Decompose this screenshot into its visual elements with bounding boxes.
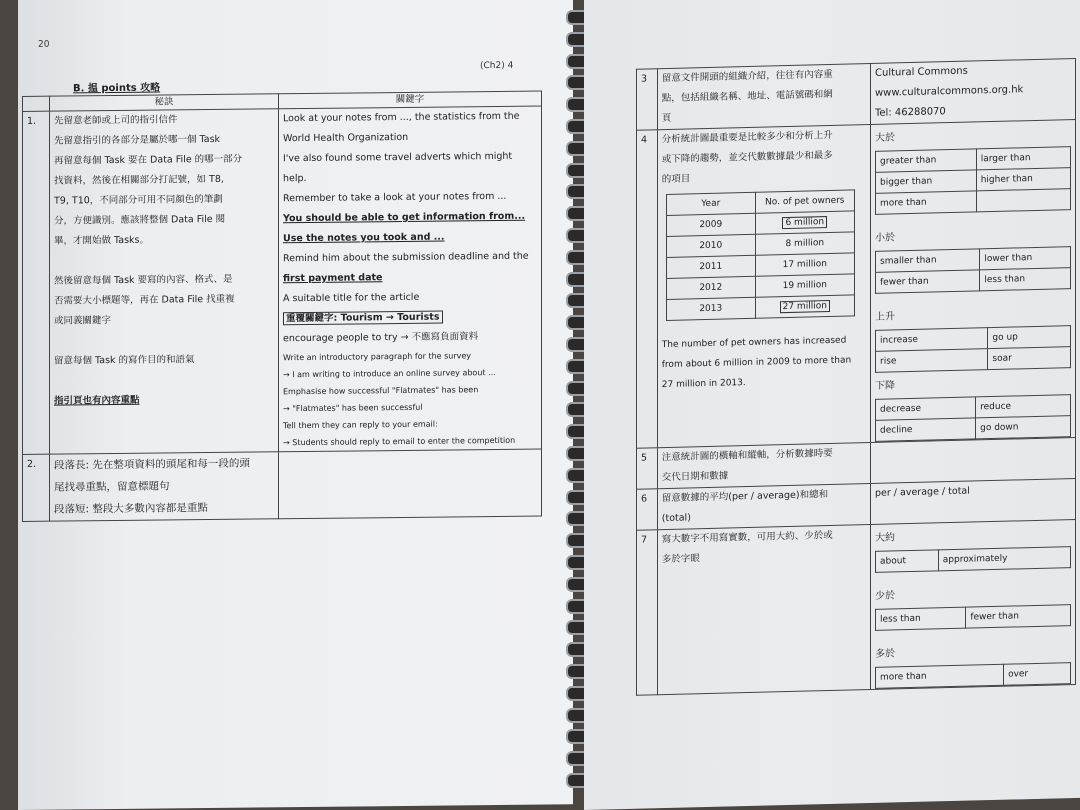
value-cell: 8 million xyxy=(755,232,854,255)
vocab-word: lower than xyxy=(980,247,1071,270)
tip-spacer xyxy=(54,409,274,431)
vocab-word: over xyxy=(1004,663,1071,686)
tips-table xyxy=(22,91,542,522)
table-row xyxy=(666,295,854,321)
vocab-label: 小於 xyxy=(875,232,895,244)
tip-line: 的項目 xyxy=(661,173,691,186)
vocab-word: go up xyxy=(988,326,1071,349)
keyword-small: Write an introductory paragraph for the survey xyxy=(283,351,472,363)
vocab-label: 大於 xyxy=(875,132,895,144)
year-cell: 2012 xyxy=(666,276,755,299)
keyword-line: You should be able to get information from... xyxy=(283,210,526,225)
keyword-small: Emphasise how successful "Flatmates" has been xyxy=(283,385,479,397)
tip-line: 留意數據的平均(per / average)和總和 xyxy=(661,489,829,505)
tip-line: 頁 xyxy=(661,112,672,125)
vocab-word xyxy=(976,189,1070,212)
analysis-table xyxy=(636,58,1076,696)
vocab-word: bigger than xyxy=(876,170,977,193)
vocab-word: rise xyxy=(876,349,988,373)
tip-line: 點，包括組織名稱、地址、電話號碼和網 xyxy=(661,88,833,105)
vocab-word: more than xyxy=(876,191,977,214)
keyword-line: A suitable title for the article xyxy=(283,291,420,305)
vocab-word: higher than xyxy=(976,168,1070,191)
vocab-table xyxy=(875,146,1071,215)
example-sentence: 27 million in 2013. xyxy=(661,378,746,391)
left-page xyxy=(18,0,573,810)
row-number: 1. xyxy=(23,111,50,454)
tip-spacer xyxy=(54,369,274,391)
tip-line: 畢，才開始做 Tasks。 xyxy=(54,234,149,247)
tip-line: 留意文件開頭的組織介紹，往往有內容重 xyxy=(661,68,833,85)
year-cell: 2010 xyxy=(666,234,755,257)
tip-line: 留意每個 Task 的寫作目的和語氣 xyxy=(54,354,195,367)
tip-cell xyxy=(657,442,870,488)
example-sentence: from about 6 million in 2009 to more than xyxy=(661,355,852,371)
tip-line: 然後留意每個 Task 要寫的內容、格式、是 xyxy=(54,273,233,287)
vocab-word: less than xyxy=(980,268,1071,291)
tip-spacer xyxy=(54,429,274,451)
keyword-line: Remind him about the submission deadline and the xyxy=(283,250,529,265)
col-header-tips: 秘訣 xyxy=(50,94,279,111)
tip-cell xyxy=(657,524,870,694)
tip-spacer xyxy=(54,249,274,271)
tip-line: T9, T10，不同部分可用不同顏色的筆劃 xyxy=(54,193,223,207)
vocab-word: decrease xyxy=(876,397,976,420)
vocab-cell: per / average / total xyxy=(871,478,1076,524)
tip-line: 先留意老師或上司的指引信件 xyxy=(54,114,178,127)
tip-line: 尾找尋重點，留意標題句 xyxy=(54,480,170,494)
col-header-keywords: 關鍵字 xyxy=(279,91,542,109)
tip-line: 指引頁也有內容重點 xyxy=(54,394,140,407)
vocab-word: go down xyxy=(976,416,1071,439)
vocab-word: smaller than xyxy=(876,249,980,273)
tip-cell xyxy=(657,483,870,529)
vocab-label: 大約 xyxy=(875,532,895,544)
vocab-label: 少於 xyxy=(875,590,895,602)
tip-line: 再留意每個 Task 要在 Data File 的哪一部分 xyxy=(54,153,243,167)
vocab-label: 上升 xyxy=(875,311,895,323)
row-number: 6 xyxy=(637,489,658,531)
tip-line: 分，方便識別。應該將整個 Data File 閱 xyxy=(54,213,226,227)
vocab-cell xyxy=(871,519,1076,689)
year-cell: 2009 xyxy=(666,213,755,236)
tip-line: 否需要大小標題等，再在 Data File 找重複 xyxy=(54,293,235,307)
value-cell: 6 million xyxy=(782,216,827,229)
tip-line: 找資料，然後在相關部分打記號，如 T8, xyxy=(54,173,224,187)
vocab-label: 多於 xyxy=(875,648,895,660)
tip-cell xyxy=(657,63,870,129)
pet-owners-table xyxy=(666,189,855,321)
tip-line: 注意統計圖的橫軸和縱軸，分析數據時要 xyxy=(661,447,833,464)
vocab-word: soar xyxy=(988,347,1071,370)
empty-cell xyxy=(871,437,1076,483)
vocab-cell xyxy=(871,119,1076,442)
right-page xyxy=(584,0,1080,810)
value-cell: 19 million xyxy=(755,274,854,297)
vocab-word: more than xyxy=(876,664,1004,688)
keyword-line: World Health Organization xyxy=(283,131,409,145)
row-number: 5 xyxy=(637,448,658,490)
keyword-line: Remember to take a look at your notes from ... xyxy=(283,190,507,205)
vocab-table xyxy=(875,604,1071,631)
org-info-cell xyxy=(871,58,1076,124)
vocab-table xyxy=(875,325,1071,373)
org-phone: Tel: 46288070 xyxy=(875,106,946,119)
keyword-line: first payment date xyxy=(283,272,383,285)
vocab-word: larger than xyxy=(976,147,1070,170)
example-sentence: The number of pet owners has increased xyxy=(661,335,847,351)
vocab-table xyxy=(875,546,1071,573)
vocab-word: reduce xyxy=(976,395,1071,418)
tip-line: 交代日期和數據 xyxy=(661,470,729,484)
vocab-word: fewer than xyxy=(876,270,980,294)
tip-cell xyxy=(657,124,870,447)
tip-line: 段落長: 先在整項資料的頭尾和每一段的頭 xyxy=(54,457,250,472)
page-number: 20 xyxy=(38,39,50,50)
row-number: 4 xyxy=(637,130,658,449)
tip-line: 多於字眼 xyxy=(661,553,700,566)
vocab-table xyxy=(875,246,1071,294)
keyword-small: → I am writing to introduce an online survey about ... xyxy=(283,367,496,380)
tips-cell xyxy=(50,109,279,454)
vocab-table xyxy=(875,662,1071,689)
vocab-table xyxy=(875,394,1071,442)
tip-line: 寫大數字不用寫實數，可用大約、少於或 xyxy=(661,529,833,546)
tip-line: (total) xyxy=(661,512,691,525)
keyword-small: → Students should reply to email to enter the competition xyxy=(283,435,516,448)
value-cell: 27 million xyxy=(780,300,830,313)
year-cell: 2013 xyxy=(666,297,755,320)
tip-spacer xyxy=(54,329,274,351)
vocab-word: greater than xyxy=(876,149,977,172)
year-cell: 2011 xyxy=(666,255,755,278)
row-number: 7 xyxy=(637,530,658,696)
keyword-boxed: 重覆關鍵字: Tourism → Tourists xyxy=(283,311,443,326)
keyword-line: help. xyxy=(283,172,307,185)
tip-line: 先留意指引的各部分是屬於哪一個 Task xyxy=(54,133,221,147)
keyword-line: Look at your notes from ..., the statistics from the xyxy=(283,110,520,125)
org-name: Cultural Commons xyxy=(875,65,968,79)
keywords-cell xyxy=(279,106,542,452)
vocab-word: fewer than xyxy=(966,605,1071,629)
keyword-small: Tell them they can reply to your email: xyxy=(283,419,438,431)
keyword-line: encourage people to try → 不應寫負面資料 xyxy=(283,331,479,345)
table-header: No. of pet owners xyxy=(755,190,854,213)
empty-cell xyxy=(279,449,542,519)
chapter-label: (Ch2) 4 xyxy=(480,60,514,72)
section-title: B. 揾 points 攻略 xyxy=(73,82,161,95)
keyword-small: → "Flatmates" has been successful xyxy=(283,402,423,414)
vocab-label: 下降 xyxy=(875,380,895,392)
row-number: 2. xyxy=(23,454,50,521)
value-cell: 17 million xyxy=(755,253,854,276)
table-header: Year xyxy=(666,192,755,215)
tip-line: 段落短: 整段大多數內容都是重點 xyxy=(54,502,208,516)
tip-line: 分析統計圖最重要是比較多少和分析上升 xyxy=(661,129,833,146)
vocab-word: less than xyxy=(876,607,966,630)
keyword-line: I've also found some travel adverts which might xyxy=(283,150,513,165)
vocab-word: approximately xyxy=(938,547,1070,571)
org-website: www.culturalcommons.org.hk xyxy=(875,84,1024,99)
vocab-word: about xyxy=(876,550,939,573)
tip-line: 或同義關鍵字 xyxy=(54,315,112,327)
tip-line: 或下降的趨勢，並交代數數據最少和最多 xyxy=(661,149,833,166)
paragraph-tips-cell xyxy=(50,452,279,521)
vocab-word: decline xyxy=(876,418,976,441)
row-number: 3 xyxy=(637,69,658,131)
vocab-word: increase xyxy=(876,328,988,352)
keyword-line: Use the notes you took and ... xyxy=(283,231,445,245)
